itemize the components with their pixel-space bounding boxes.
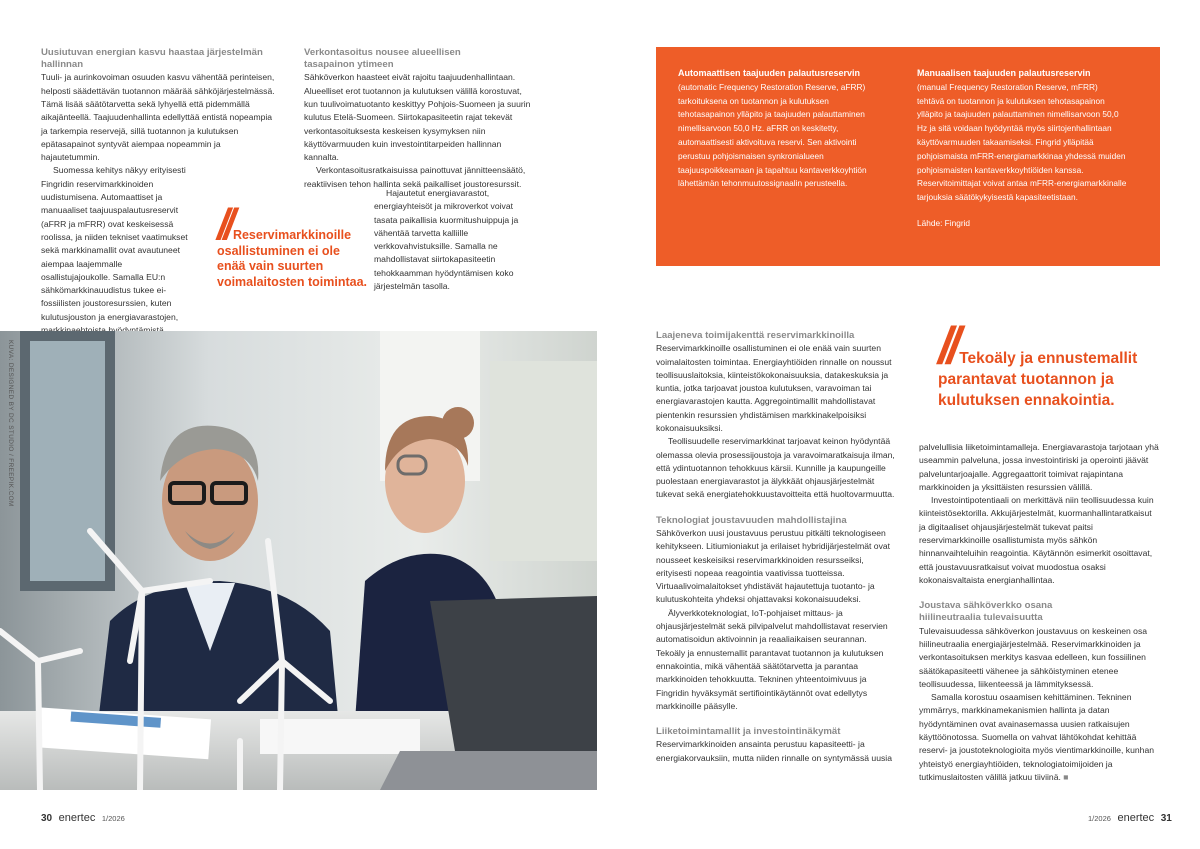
info-box-text: (manual Frequency Restoration Reserve, mFRR) tehtävä on tuotannon ja kulutuksen tehotasapainon ylläpito ja taajuuden palauttaminen nimellisarvoon 50,0 Hz ja sitä voidaan hyödyntää myös siirtojenhallintaan käyttövarmuuden takaamiseksi. Fingrid ylläpitää pohjoismaista mFRR-energiamarkkinaa yhdessä muiden pohjoismaisten kantaverkkoyhtiöiden kanssa. Reservitoimittajat voivat antaa mFRR-energiamarkkinalle tarjouksia säätökykyisestä kapasiteetistaan.: [917, 81, 1127, 203]
folio-left: [41, 812, 125, 824]
page-number: 30: [41, 813, 53, 824]
paragraph: Reservimarkkinoiden ansainta perustuu kapasiteetti- ja energiakorvauksiin, mutta niiden rinnalle on syntymässä uusia: [656, 739, 892, 763]
quote-mark-icon: //: [217, 200, 230, 249]
pull-quote: [217, 200, 369, 290]
section-heading: Verkontasoitus nousee alueellisen tasapainon ytimeen: [304, 47, 461, 71]
magazine-name: enertec: [1117, 812, 1155, 824]
paragraph: Verkontasoitusratkaisuissa painottuvat jännitteensäätö, reaktiivisen tehon hallinta sekä paikalliset joustoresurssit.: [304, 165, 526, 189]
info-box-text: (automatic Frequency Restoration Reserve, aFRR) tarkoituksena on tuotannon ja kulutuksen tehotasapainon ylläpito ja taajuuden palauttaminen nimellisarvoon 50,0 Hz. aFRR on keskitetty, automaattisesti aktivoituva reservi. Sen aktivointi perustuu pohjoismaisen synkronialueen taajuuspoikkeamaan ja tapahtuu kantaverkkoyhtiön lähettämän tehonmuutossignaalin perusteella.: [678, 81, 867, 189]
info-box-column-2: [917, 67, 1127, 231]
right-column-2: [919, 441, 1159, 784]
paragraph: Suomessa kehitys näkyy erityisesti Fingridin reservimarkkinoiden uudistumisena. Automaattiset ja manuaaliset taajuuspalautusreservit (aFRR ja mFRR) ovat keskeisessä roolissa, ja niiden tekniset vaatimukset sekä markkinamallit ovat avautuneet aiempaa laajemmalle osallistujajoukolle. Samalla EU:n sähkömarkkinauudistus tukee ei-fossiilisten joustoresurssien, kuten kulutusjouston ja energiavarastojen,: [41, 165, 188, 322]
section-heading: Liiketoimintamallit ja investointinäkymät: [656, 726, 841, 738]
paragraph: Älyverkkoteknologiat, IoT-pohjaiset mittaus- ja ohjausjärjestelmät sekä pilvipalvelut mahdollistavat reservien automatisoidun aktivoinnin ja reaaliaikaisen seurannan. Tekoäly ja ennustemallit parantavat tuotannon ja kulutuksen ennakointia, mikä vähentää säätötarvetta ja parantaa markkinoiden tehokkuutta. Tekninen yhteentoimivuus ja Fingridin hyväksymät sertifiointikäytännöt ovat edellytys markkinoille pääsylle.: [656, 607, 888, 711]
paragraph: Sähköverkon haasteet eivät rajoitu taajuudenhallintaan. Alueelliset erot tuotannon ja kulutuksen välillä korostuvat, kun tuulivoimatuotanto keskittyy Pohjois-Suomeen ja suurin kulutus Etelä-Suomeen. Siirtokapasiteetin rajat tekevät verkontasoituksesta keskeisen kysymyksen niin käyttövarmuuden kuin investointitarpeiden hallinnan kannalta.: [304, 72, 531, 163]
left-column-2-continued: [374, 187, 532, 293]
left-column-2: [304, 47, 532, 191]
info-box-column-1: [678, 67, 878, 191]
pull-quote-text: Reservimarkkinoille osallistuminen ei ole enää vain suurten voimalaitosten toimintaa.: [217, 228, 368, 289]
paragraph-text: Samalla korostuu osaamisen kehittäminen. Tekninen ymmärrys, markkinamekanismien hallinta ja datan hyödyntäminen ovat avainasemassa uusien ratkaisujen käyttöönotossa. Suomella on vahvat lähtökohdat kehittää reservi- ja joustoteknologioita myös vientimarkkinoille, kunhan yhteistyö energiayhtiöiden, teknologiatoimijoiden ja tutkimuslaitosten välillä jatkuu tiiviinä.: [919, 692, 1155, 782]
section-heading: Laajeneva toimijakenttä reservimarkkinoilla: [656, 330, 855, 341]
meeting-photo-illustration: [0, 331, 597, 790]
paragraph: Reservimarkkinoille osallistuminen ei ole enää vain suurten voimalaitosten toimintaa. Energiayhtiöiden rinnalle on noussut teollisuuslaitoksia, kiinteistökokonaisuuksia, datakeskuksia ja kuntia, jotka tarjoavat joustoa kulutuksen, varavoiman tai energiavarastojen kautta. Aggregointimallit mahdollistavat pientenkin resurssien yhdistämisen markkinakelpoisiksi kokonaisuuksiksi.: [656, 343, 892, 433]
photo-business-meeting: [0, 331, 597, 790]
quote-mark-icon: //: [938, 317, 955, 375]
paragraph: Tulevaisuudessa sähköverkon joustavuus on keskeinen osa hiilineutraalia energiajärjestelmää. Reservimarkkinoiden ja verkontasoituksen merkitys kasvaa edelleen, kun fossiilinen säätökapasiteetti vähenee ja sähköistyminen etenee teollisuudessa, liikenteessä ja lämmityksessä.: [919, 625, 1148, 689]
paragraph: Teollisuudelle reservimarkkinat tarjoavat keinon hyödyntää olemassa olevia prosessijoustoja ja varavoimaratkaisuja ilman, että ydintuotannon tehokkuus kärsii. Kunnille ja kaupungeille puolestaan energiavarastot ja älykkäät ohjausjärjestelmät tukevat sekä energiatehokkuustavoitteita että huoltovarmuutta.: [656, 436, 895, 500]
info-box: [656, 47, 1160, 266]
issue-number: 1/2026: [101, 814, 125, 823]
info-box-title: Automaattisen taajuuden palautusreservin: [678, 68, 861, 78]
info-box-source: Lähde: Fingrid: [917, 217, 971, 228]
paragraph: palvelullisia liiketoimintamalleja. Energiavarastoja tarjotaan yhä useammin palveluna, jossa investointiriski ja operointi jäävät palveluntarjoajalle. Aggregaattorit toimivat rajapintana markkinoiden ja yksittäisten resurssien välillä.: [919, 442, 1159, 492]
right-column-1: [656, 330, 896, 765]
issue-number: 1/2026: [1088, 814, 1111, 823]
paragraph: Investointipotentiaali on merkittävä niin teollisuudessa kuin kiinteistösektorilla. Akkujärjestelmät, kuormanhallintaratkaisut ja digitaaliset ohjausjärjestelmät tukevat paitsi reservimarkkinoille osallistumista myös sähkön hinnanvaihteluihin reagointia. Käytännön esimerkit osoittavat, että joustavuusratkaisut voivat muodostua osaksi kokonaisvaltaista energianhallintaa.: [919, 495, 1154, 585]
magazine-name: enertec: [58, 812, 96, 824]
paragraph: Hajautetut energiavarastot, energiayhteisöt ja mikroverkot voivat tasata paikallisia kuormitushuippuja ja vähentää tarvetta kalliille verkkovahvistuksille. Samalla ne mahdollistavat siirtokapasiteetin tehokkaamman hyödyntämisen koko järjestelmän tasolla.: [374, 188, 519, 292]
section-heading: Teknologiat joustavuuden mahdollistajina: [656, 514, 847, 526]
left-column-1: [41, 47, 279, 337]
paragraph: [919, 691, 1159, 784]
folio-right: [1088, 812, 1172, 824]
section-heading: Joustava sähköverkko osana hiilineutraalia tulevaisuutta: [919, 600, 1053, 624]
paragraph: Tuuli- ja aurinkovoiman osuuden kasvu vähentää perinteisen, helposti säädettävän tuotannon määrää sähköjärjestelmässä. Tämä lisää säätötarvetta sekä lyhyellä että pidemmällä aikajänteellä. Taajuudenhallinta edellyttää entistä nopeampia ja tarkempia reservejä, sillä tuotannon ja kulutuksen epätasapainot syntyvät aiempaa nopeammin ja hajautetummin.: [41, 72, 275, 163]
photo-credit: KUVA: DESIGNED BY DC STUDIO / FREEPIK.COM: [7, 340, 14, 507]
section-heading: Uusiutuvan energian kasvu haastaa järjestelmän hallinnan: [41, 47, 263, 71]
pull-quote: [938, 317, 1160, 411]
paragraph: Sähköverkon uusi joustavuus perustuu pitkälti teknologiseen kehitykseen. Litiumioniakut ja erilaiset hybridijärjestelmät ovat nousseet keskeisiksi reservimarkkinoiden resursseiksi, erityisesti nopeaa reagointia vaativissa tuotteissa. Virtuaalivoimalaitokset yhdistävät hajautettuja tuotanto- ja kulutuskohteita yhdeksi ohjattavaksi kokonaisuudeksi.: [656, 527, 891, 605]
pull-quote-text: Tekoäly ja ennustemallit parantavat tuotannon ja kulutuksen ennakointia.: [938, 350, 1138, 409]
page-number: 31: [1160, 813, 1172, 824]
info-box-title: Manuaalisen taajuuden palautusreservin: [917, 68, 1091, 78]
end-mark-icon: ■: [1063, 771, 1069, 782]
